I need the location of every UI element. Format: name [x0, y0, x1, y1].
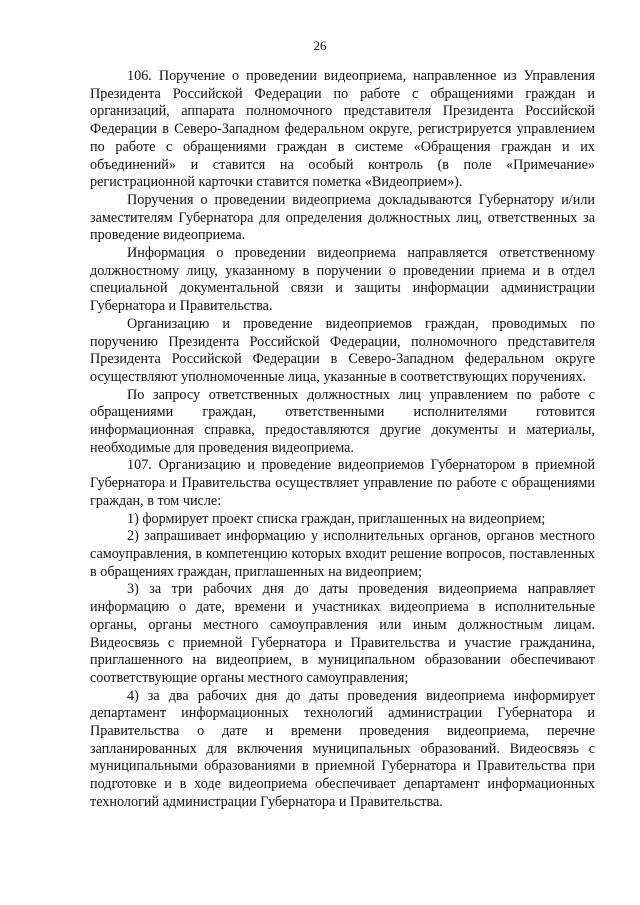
list-item-3: 3) за три рабочих дня до даты проведения видеоприема направляет информацию о дате, времени и участниках видеоприема в исполнительные органы, органы местного самоуправления или иным должностным лицам. Видеосвязь с приемной Губернатора и Правительства и участие гражданина, приглашенного на видеоприем, в муниципальном образовании обеспечивают соответствующие органы местного самоуправления;	[90, 581, 595, 686]
document-body	[90, 68, 595, 812]
list-item-2: 2) запрашивает информацию у исполнительных органов, органов местного самоуправления, в компетенцию которых входит решение вопросов, поставленных в обращениях граждан, приглашенных на видеоприем;	[90, 528, 595, 580]
page-number: 26	[313, 38, 327, 53]
paragraph-106-intro: 106. Поручение о проведении видеоприема, направленное из Управления Президента Российской Федерации по работе с обращениями граждан и организаций, аппарата полномочного представителя Президента Российской Федерации в Северо-Западном федеральном округе, регистрируется управлением по работе с обращениями граждан в системе «Обращения граждан и их объединений» и ставится на особый контроль (в поле «Примечание» регистрационной карточки ставится пометка «Видеоприем»).	[90, 68, 595, 191]
paragraph-information-sent: Информация о проведении видеоприема направляется ответственному должностному лицу, указанному в поручении о проведении приема и в отдел специальной документальной связи и защиты информации администрации Губернатора и Правительства.	[90, 245, 595, 315]
paragraph-reference-prepared: По запросу ответственных должностных лиц управлением по работе с обращениями граждан, ответственными исполнителями готовится информационная справка, предоставляются другие документы и материалы, необходимые для проведения видеоприема.	[90, 386, 595, 456]
paragraph-organization-by-authorized: Организацию и проведение видеоприемов граждан, проводимых по поручению Президента Российской Федерации, полномочного представителя Президента Российской Федерации в Северо-Западном федеральном округе осуществляют уполномоченные лица, указанные в соответствующих поручениях.	[90, 315, 595, 385]
list-item-4: 4) за два рабочих дня до даты проведения видеоприема информирует департамент информационных технологий администрации Губернатора и Правительства о дате и времени проведения видеоприема, перечне запланированных для включения муниципальных образований. Видеосвязь с муниципальными образованиями в приемной Губернатора и Правительства при подготовке и в ходе видеоприема обеспечивает департамент информационных технологий администрации Губернатора и Правительства.	[90, 687, 595, 810]
paragraph-instructions-reported: Поручения о проведении видеоприема докладываются Губернатору и/или заместителям Губернатора для определения должностных лиц, ответственных за проведение видеоприема.	[90, 191, 595, 244]
paragraph-107-intro: 107. Организацию и проведение видеоприемов Губернатором в приемной Губернатора и Правительства осуществляет управление по работе с обращениями граждан, в том числе:	[90, 457, 595, 509]
list-item-1: 1) формирует проект списка граждан, приглашенных на видеоприем;	[127, 510, 546, 527]
